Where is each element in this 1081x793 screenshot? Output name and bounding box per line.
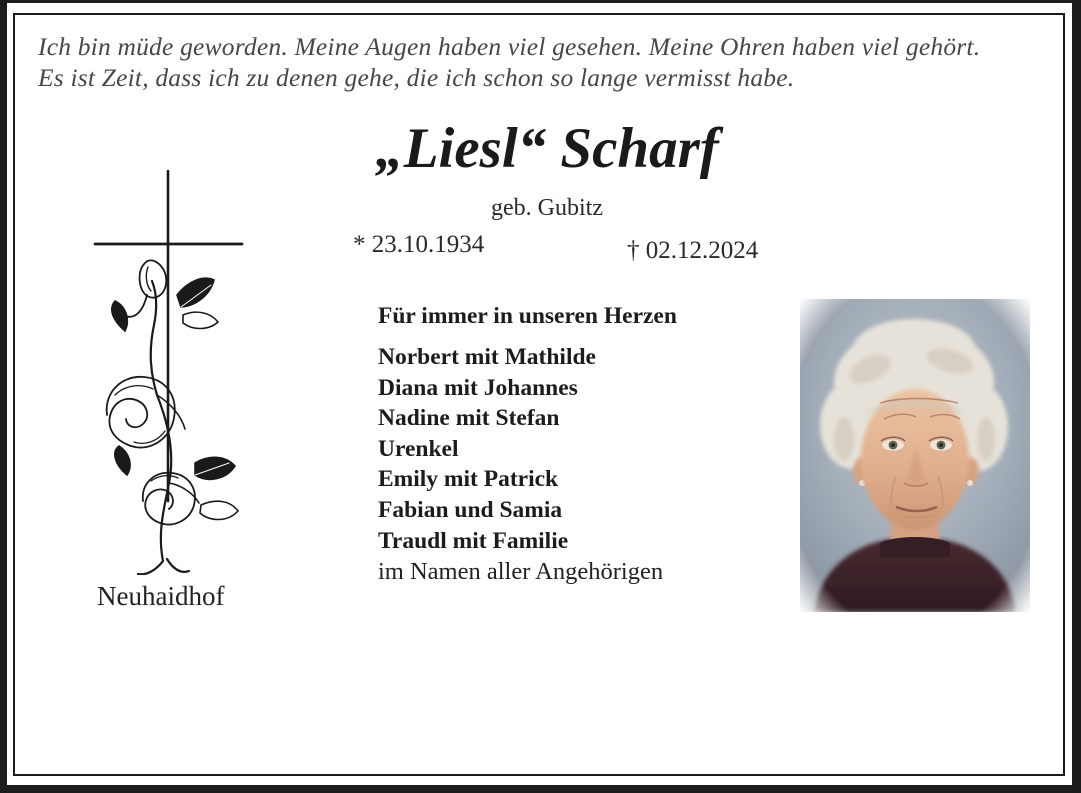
deceased-name: „Liesl“ Scharf	[375, 117, 719, 180]
mourner-line: Norbert mit Mathilde	[378, 344, 596, 370]
opening-quote	[38, 31, 1048, 93]
mourner-line: Nadine mit Stefan	[378, 405, 560, 432]
mourners-list	[378, 342, 778, 587]
mourners-closing: im Namen aller Angehörigen	[378, 558, 664, 586]
mourners-heading: Für immer in unseren Herzen	[378, 303, 677, 329]
cross-rose-icon	[85, 163, 250, 575]
mourner-line: Diana mit Johannes	[378, 374, 578, 401]
mourner-line: Fabian und Samia	[378, 496, 563, 523]
maiden-name: geb. Gubitz	[491, 195, 603, 221]
quote-line-2: Es ist Zeit, dass ich zu denen gehe, die ich schon so lange vermisst habe.	[38, 63, 795, 92]
portrait-photo	[800, 299, 1030, 612]
mourner-line: Traudl mit Familie	[378, 527, 569, 554]
quote-line-1: Ich bin müde geworden. Meine Augen haben viel gesehen. Meine Ohren haben viel gehört.	[38, 32, 981, 61]
place-name: Neuhaidhof	[97, 581, 225, 611]
mourners-block	[378, 303, 778, 587]
mourner-line: Urenkel	[378, 435, 459, 462]
mourner-line: Emily mit Patrick	[378, 466, 559, 493]
birth-date: * 23.10.1934	[353, 231, 485, 258]
obituary-card	[7, 3, 1072, 785]
death-date: † 02.12.2024	[627, 237, 759, 264]
